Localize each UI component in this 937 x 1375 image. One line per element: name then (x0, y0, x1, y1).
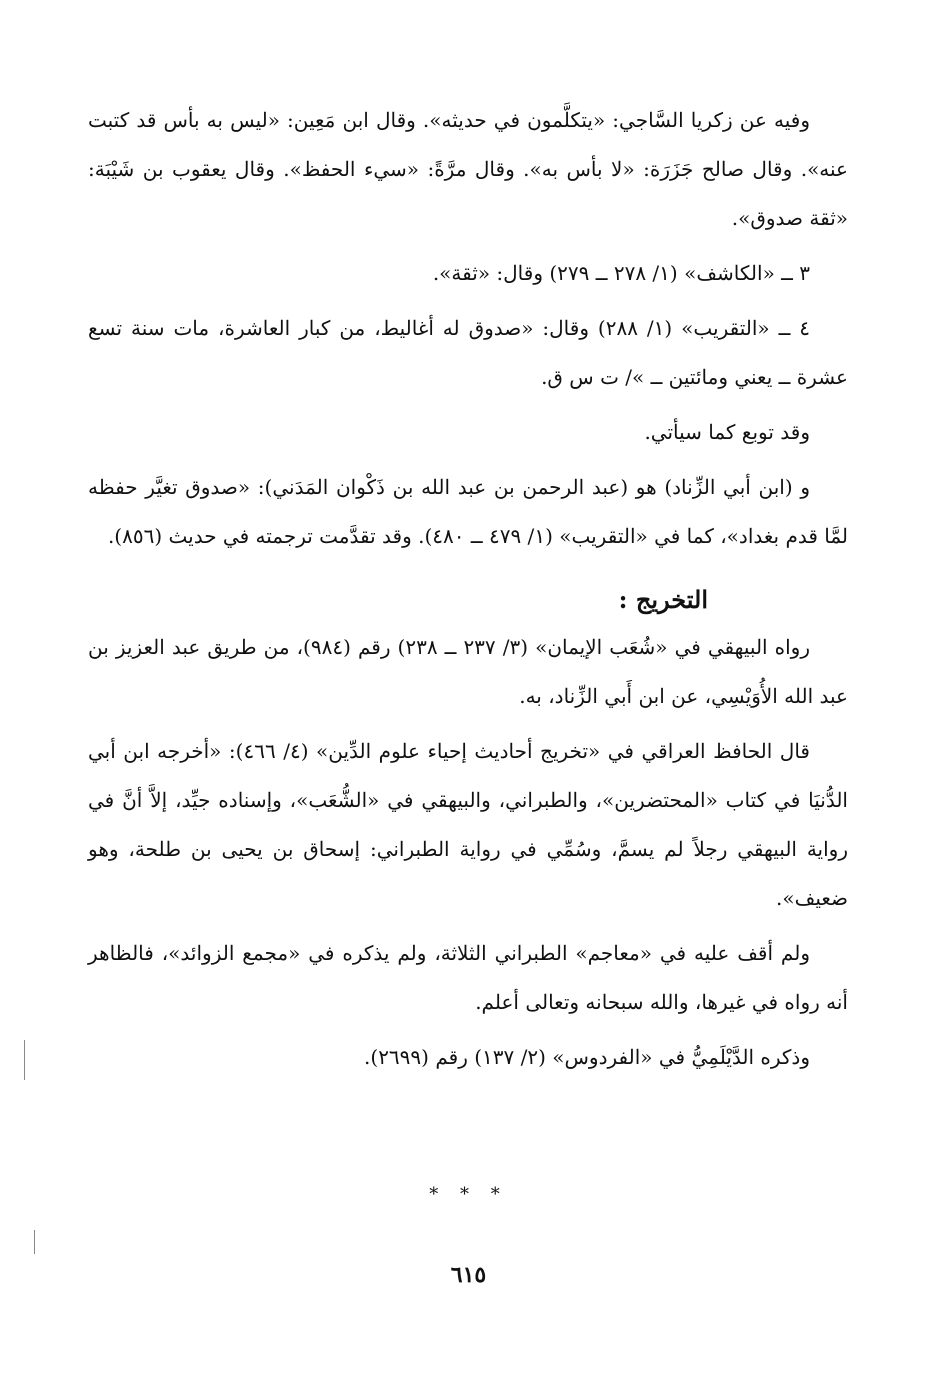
paragraph-tabarani-note: ولم أقف عليه في «معاجم» الطبراني الثلاثة، ولم يذكره في «مجمع الزوائد»، فالظاهر أنه رواه في غيرها، والله سبحانه وتعالى أعلم. (88, 941, 848, 1014)
paragraph-corroboration: وقد توبع كما سيأتي. (644, 420, 810, 444)
page-body (88, 96, 848, 1088)
separator-stars: * * * (429, 1184, 508, 1205)
paragraph-bayhaqi-narration: رواه البيهقي في «شُعَب الإيمان» (٣/ ٢٣٧ ــ ٢٣٨) رقم (٩٨٤)، من طريق عبد العزيز بن عبد الله الأُوَيْسِي، عن ابن أَبي الزِّناد، به. (88, 635, 848, 708)
page-number: ٦١٥ (450, 1262, 487, 1288)
paragraph-daylami-reference: وذكره الدَّيْلَمِيُّ في «الفردوس» (٢/ ١٣٧) رقم (٢٦٩٩). (364, 1045, 810, 1069)
paragraph-narrator-opinions: وفيه عن زكريا السَّاجي: «يتكلَّمون في حديثه». وقال ابن مَعِين: «ليس به بأس قد كتبت عنه». وقال صالح جَزَرَة: «لا بأس به». وقال مرَّةً: «سيء الحفظ». وقال يعقوب بن شَيْبَة: «ثقة صدوق». (88, 108, 848, 230)
section-title-takhrij: التخريج : (618, 585, 708, 614)
paragraph-taqrib-reference: ٤ ــ «التقريب» (١/ ٢٨٨) وقال: «صدوق له أغاليط، من كبار العاشرة، مات سنة تسع عشرة ــ يعني ومائتين ــ »/ ت س ق. (88, 316, 848, 389)
scan-edge-mark (24, 1040, 25, 1080)
paragraph-kashif-reference: ٣ ــ «الكاشف» (١/ ٢٧٨ ــ ٢٧٩) وقال: «ثقة». (432, 261, 810, 285)
paragraph-iraqi-quote: قال الحافظ العراقي في «تخريج أحاديث إحياء علوم الدِّين» (٤/ ٤٦٦): «أخرجه ابن أبي الدُّنيَا في كتاب «المحتضرين»، والطبراني، والبيهقي في «الشُّعَب»، وإسناده جيِّد، إلاَّ أنَّ في رواية البيهقي رجلاً لم يسمَّ، وسُمِّي في رواية الطبراني: إسحاق بن يحيى بن طلحة، وهو ضعيف». (88, 739, 848, 910)
paragraph-ibn-abi-zinad: و (ابن أبي الزِّناد) هو (عبد الرحمن بن عبد الله بن ذَكْوان المَدَني): «صدوق تغيَّر حفظه لمَّا قدم بغداد»، كما في «التقريب» (١/ ٤٧٩ ــ ٤٨٠). وقد تقدَّمت ترجمته في حديث (٨٥٦). (88, 475, 848, 548)
scan-edge-mark (34, 1230, 35, 1254)
